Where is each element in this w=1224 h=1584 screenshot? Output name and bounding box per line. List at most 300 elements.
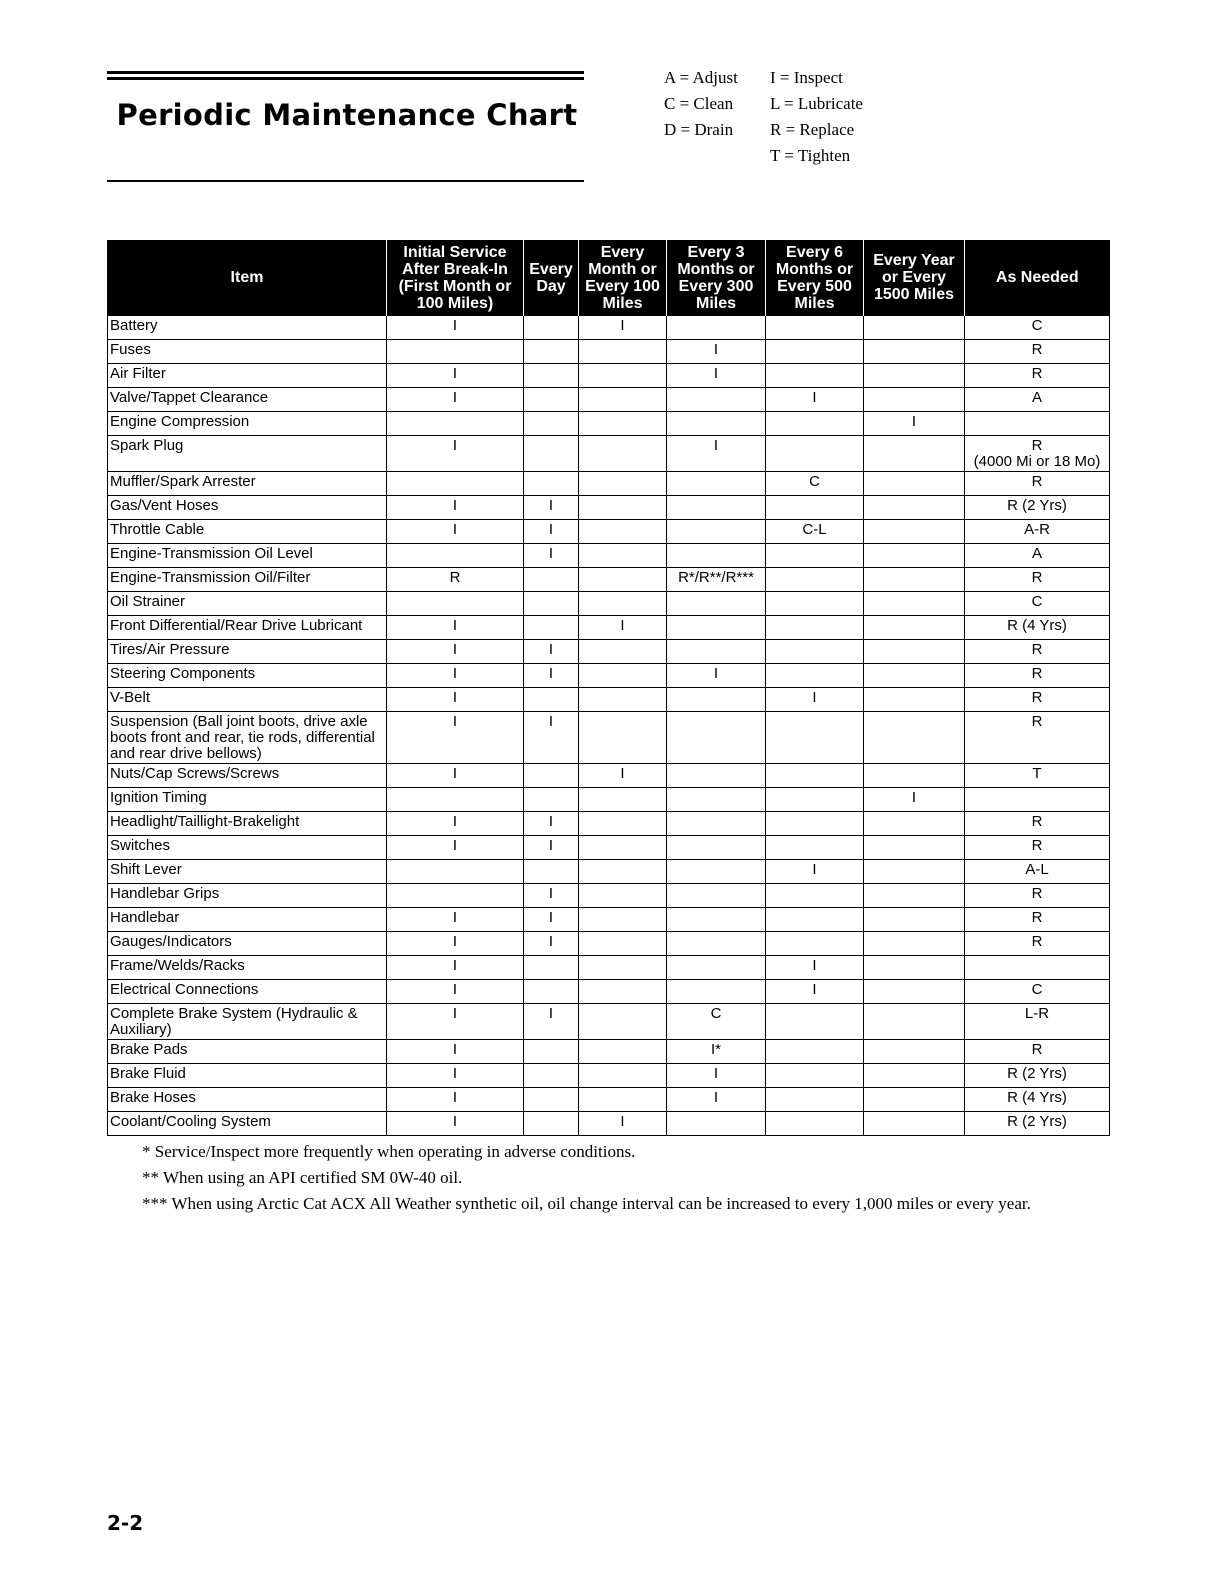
table-cell [579,836,667,860]
table-cell: I [579,616,667,640]
table-cell [766,640,864,664]
table-cell [667,412,766,436]
table-cell: T [965,764,1110,788]
table-cell [524,436,579,472]
table-cell: R [965,812,1110,836]
table-cell: R [965,1040,1110,1064]
table-cell [667,908,766,932]
footnotes [142,1139,1031,1217]
table-cell: R [965,712,1110,764]
table-cell [667,860,766,884]
table-cell [667,316,766,340]
table-cell: A [965,544,1110,568]
table-cell: I [387,812,524,836]
table-cell: I [524,544,579,568]
item-cell: Muffler/Spark Arrester [108,472,387,496]
table-cell [579,908,667,932]
table-cell: R (4 Yrs) [965,616,1110,640]
table-cell [579,712,667,764]
table-row [108,616,1110,640]
table-cell [579,688,667,712]
item-cell: Switches [108,836,387,860]
item-cell: Gas/Vent Hoses [108,496,387,520]
table-cell: I [387,436,524,472]
item-cell: Valve/Tappet Clearance [108,388,387,412]
table-cell [766,496,864,520]
table-row [108,544,1110,568]
table-cell: R (2 Yrs) [965,1064,1110,1088]
table-cell [579,812,667,836]
table-cell [579,340,667,364]
column-header: Initial Service After Break-In (First Month or 100 Miles) [387,240,524,316]
table-cell [579,1088,667,1112]
footnote: * Service/Inspect more frequently when operating in adverse conditions. [142,1142,636,1161]
table-cell [864,568,965,592]
table-cell: I [766,860,864,884]
table-cell [965,956,1110,980]
table-cell: C-L [766,520,864,544]
table-cell [524,568,579,592]
table-cell: R [965,836,1110,860]
table-cell [864,688,965,712]
table-cell [766,568,864,592]
page-number: 2-2 [107,1511,144,1535]
table-cell [387,788,524,812]
table-cell [524,956,579,980]
table-cell: I [387,980,524,1004]
table-cell [766,1064,864,1088]
table-cell: I [387,1088,524,1112]
table-row [108,340,1110,364]
table-cell: I [524,712,579,764]
table-cell: I [524,520,579,544]
table-cell [864,980,965,1004]
table-cell [864,592,965,616]
table-cell [579,412,667,436]
legend-item: R = Replace [770,120,855,139]
table-cell [766,1040,864,1064]
table-cell [667,616,766,640]
table-cell [524,412,579,436]
table-cell [387,412,524,436]
table-cell [864,1088,965,1112]
table-cell [864,616,965,640]
table-cell [766,316,864,340]
item-cell: Electrical Connections [108,980,387,1004]
table-row [108,956,1110,980]
table-header-row [108,240,1110,316]
item-cell: Fuses [108,340,387,364]
table-cell [766,788,864,812]
legend-item: T = Tighten [770,146,851,165]
table-row [108,884,1110,908]
item-cell: Handlebar Grips [108,884,387,908]
table-row [108,472,1110,496]
table-cell [667,712,766,764]
title-rule-top [107,71,584,74]
table-cell: I [387,640,524,664]
table-cell: I [387,1004,524,1040]
item-cell: Engine-Transmission Oil Level [108,544,387,568]
table-cell: I [387,932,524,956]
footnote: ** When using an API certified SM 0W-40 oil. [142,1168,463,1187]
table-cell [766,436,864,472]
table-cell: I [766,980,864,1004]
table-cell [864,764,965,788]
table-cell: R [965,884,1110,908]
table-cell: I [864,788,965,812]
table-cell [579,520,667,544]
title-rule-top-inner [107,77,584,80]
item-cell: Front Differential/Rear Drive Lubricant [108,616,387,640]
table-cell [579,388,667,412]
table-cell [579,932,667,956]
table-cell [524,340,579,364]
table-cell: R [965,640,1110,664]
table-cell: I [387,1112,524,1136]
table-cell [524,688,579,712]
table-cell [864,640,965,664]
table-body [108,316,1110,1136]
table-cell [524,472,579,496]
table-cell [864,436,965,472]
item-cell: Frame/Welds/Racks [108,956,387,980]
table-row [108,1004,1110,1040]
table-cell [579,436,667,472]
table-cell: I [524,932,579,956]
table-cell [766,908,864,932]
table-cell [864,884,965,908]
table-cell [524,616,579,640]
table-cell [766,1004,864,1040]
table-cell [667,544,766,568]
table-cell [864,472,965,496]
table-cell [524,1064,579,1088]
item-cell: Oil Strainer [108,592,387,616]
table-cell [667,1112,766,1136]
table-cell [766,1112,864,1136]
item-cell: Nuts/Cap Screws/Screws [108,764,387,788]
table-row [108,640,1110,664]
table-cell: R [965,568,1110,592]
table-cell: I [667,436,766,472]
legend-item: C = Clean [664,94,734,113]
table-cell: I [387,364,524,388]
table-cell [667,640,766,664]
table-cell [579,1004,667,1040]
table-cell [524,1088,579,1112]
table-cell [766,616,864,640]
legend-item: A = Adjust [664,68,738,87]
table-cell: I [579,1112,667,1136]
table-cell [579,664,667,688]
table-cell [965,788,1110,812]
item-cell: Coolant/Cooling System [108,1112,387,1136]
column-header: Every 3 Months or Every 300 Miles [667,240,766,316]
table-cell: I [387,520,524,544]
table-cell [864,836,965,860]
item-cell: Gauges/Indicators [108,932,387,956]
table-cell: I [524,1004,579,1040]
table-cell [579,956,667,980]
table-cell: A-R [965,520,1110,544]
table-row [108,436,1110,472]
table-cell: C [766,472,864,496]
table-cell [766,1088,864,1112]
table-cell: I [387,1040,524,1064]
table-cell [667,788,766,812]
table-row [108,1112,1110,1136]
table-cell: C [965,316,1110,340]
column-header: As Needed [965,240,1110,316]
table-cell: R (4 Yrs) [965,1088,1110,1112]
table-row [108,568,1110,592]
table-cell: R [387,568,524,592]
table-row [108,836,1110,860]
table-cell [864,1004,965,1040]
legend-item: I = Inspect [770,68,843,87]
table-cell [524,388,579,412]
table-cell: R [965,364,1110,388]
table-cell: I [387,688,524,712]
table-cell [387,340,524,364]
table-cell [667,388,766,412]
table-cell [579,884,667,908]
table-cell [864,364,965,388]
table-cell: R*/R**/R*** [667,568,766,592]
table-cell [387,860,524,884]
table-cell [667,472,766,496]
table-row [108,1040,1110,1064]
table-cell: I [387,664,524,688]
table-cell [524,788,579,812]
table-cell: I [387,836,524,860]
table-cell [864,956,965,980]
item-cell: Throttle Cable [108,520,387,544]
table-cell [766,364,864,388]
column-header: Every Month or Every 100 Miles [579,240,667,316]
table-cell [766,664,864,688]
table-cell [864,340,965,364]
table-cell [579,364,667,388]
table-cell [667,688,766,712]
table-cell [864,316,965,340]
table-cell: I [667,1088,766,1112]
item-cell: Shift Lever [108,860,387,884]
table-cell [579,980,667,1004]
table-row [108,592,1110,616]
table-cell: I [387,764,524,788]
table-row [108,908,1110,932]
table-cell [667,884,766,908]
table-cell: L-R [965,1004,1110,1040]
table-cell [579,544,667,568]
table-cell [864,812,965,836]
table-cell [864,664,965,688]
table-cell [387,884,524,908]
table-cell [579,496,667,520]
table-cell: I [524,908,579,932]
table-cell [766,544,864,568]
table-cell: I [387,496,524,520]
table-cell: R [965,688,1110,712]
item-cell: Spark Plug [108,436,387,472]
table-row [108,932,1110,956]
item-cell: Steering Components [108,664,387,688]
table-cell [387,544,524,568]
item-cell: Headlight/Taillight-Brakelight [108,812,387,836]
table-cell: I [387,956,524,980]
table-cell [524,1040,579,1064]
column-header: Item [108,240,387,316]
table-row [108,496,1110,520]
page-title: Periodic Maintenance Chart [116,98,578,132]
table-cell [579,568,667,592]
table-row [108,980,1110,1004]
table-cell: I [667,364,766,388]
table-row [108,364,1110,388]
table-cell [667,836,766,860]
table-cell: R [965,472,1110,496]
table-row [108,388,1110,412]
table-cell: R (2 Yrs) [965,496,1110,520]
table-cell: C [965,980,1110,1004]
maintenance-table [107,240,1110,1136]
table-row [108,1088,1110,1112]
table-cell: A [965,388,1110,412]
table-cell: I [766,956,864,980]
table-row [108,764,1110,788]
table-cell: I [766,388,864,412]
table-cell [667,592,766,616]
table-cell: I [387,616,524,640]
table-cell [864,496,965,520]
table-cell: I [387,316,524,340]
table-cell: A-L [965,860,1110,884]
table-cell [864,1040,965,1064]
item-cell: Engine Compression [108,412,387,436]
table-cell [766,412,864,436]
table-cell [667,520,766,544]
table-cell [579,472,667,496]
item-cell: Air Filter [108,364,387,388]
table-cell [667,812,766,836]
legend-column-1 [664,65,738,143]
table-cell [524,592,579,616]
table-cell [667,980,766,1004]
table-row [108,788,1110,812]
table-cell: I [579,764,667,788]
table-cell [766,340,864,364]
table-cell [766,884,864,908]
table-cell [524,764,579,788]
table-cell: R [965,340,1110,364]
table-cell: R (4000 Mi or 18 Mo) [965,436,1110,472]
table-cell [524,1112,579,1136]
table-cell [864,908,965,932]
item-cell: Brake Pads [108,1040,387,1064]
item-cell: V-Belt [108,688,387,712]
table-row [108,1064,1110,1088]
table-cell [667,496,766,520]
item-cell: Tires/Air Pressure [108,640,387,664]
table-cell: I [524,884,579,908]
table-cell: I [667,664,766,688]
table-row [108,688,1110,712]
table-row [108,860,1110,884]
legend-item: L = Lubricate [770,94,863,113]
table-cell: I [766,688,864,712]
table-cell: I [667,1064,766,1088]
table-cell [387,472,524,496]
table-cell [965,412,1110,436]
table-cell: I [524,664,579,688]
table-cell [524,316,579,340]
table-cell: I [387,712,524,764]
table-cell [524,860,579,884]
item-cell: Engine-Transmission Oil/Filter [108,568,387,592]
table-cell [667,932,766,956]
table-cell [579,1040,667,1064]
table-cell: I [667,340,766,364]
table-cell [667,764,766,788]
table-cell: I [524,496,579,520]
table-cell: I [387,1064,524,1088]
table-cell: R [965,932,1110,956]
table-row [108,520,1110,544]
table-cell [766,712,864,764]
table-cell: R (2 Yrs) [965,1112,1110,1136]
table-cell [766,592,864,616]
table-cell [864,388,965,412]
table-cell [387,592,524,616]
table-row [108,664,1110,688]
table-cell: I [524,836,579,860]
item-cell: Complete Brake System (Hydraulic & Auxiliary) [108,1004,387,1040]
table-cell [579,860,667,884]
item-cell: Brake Fluid [108,1064,387,1088]
table-cell [766,836,864,860]
table-cell: R [965,664,1110,688]
table-cell [864,520,965,544]
table-cell: I [387,908,524,932]
item-cell: Ignition Timing [108,788,387,812]
table-cell: R [965,908,1110,932]
table-cell: I* [667,1040,766,1064]
item-cell: Handlebar [108,908,387,932]
table-cell [579,640,667,664]
table-cell: C [965,592,1110,616]
table-cell [864,932,965,956]
legend-column-2 [770,65,863,169]
table-cell [579,1064,667,1088]
table-cell [864,544,965,568]
table-cell [864,1112,965,1136]
table-cell [579,788,667,812]
table-cell [864,860,965,884]
item-cell: Battery [108,316,387,340]
table-cell: I [387,388,524,412]
table-cell [524,980,579,1004]
footnote: *** When using Arctic Cat ACX All Weather synthetic oil, oil change interval can be increased to every 1,000 miles or every year. [142,1194,1031,1213]
table-cell [524,364,579,388]
legend-item: D = Drain [664,120,734,139]
column-header: Every Year or Every 1500 Miles [864,240,965,316]
column-header: Every 6 Months or Every 500 Miles [766,240,864,316]
table-cell: I [524,812,579,836]
table-cell [766,764,864,788]
table-cell [766,812,864,836]
